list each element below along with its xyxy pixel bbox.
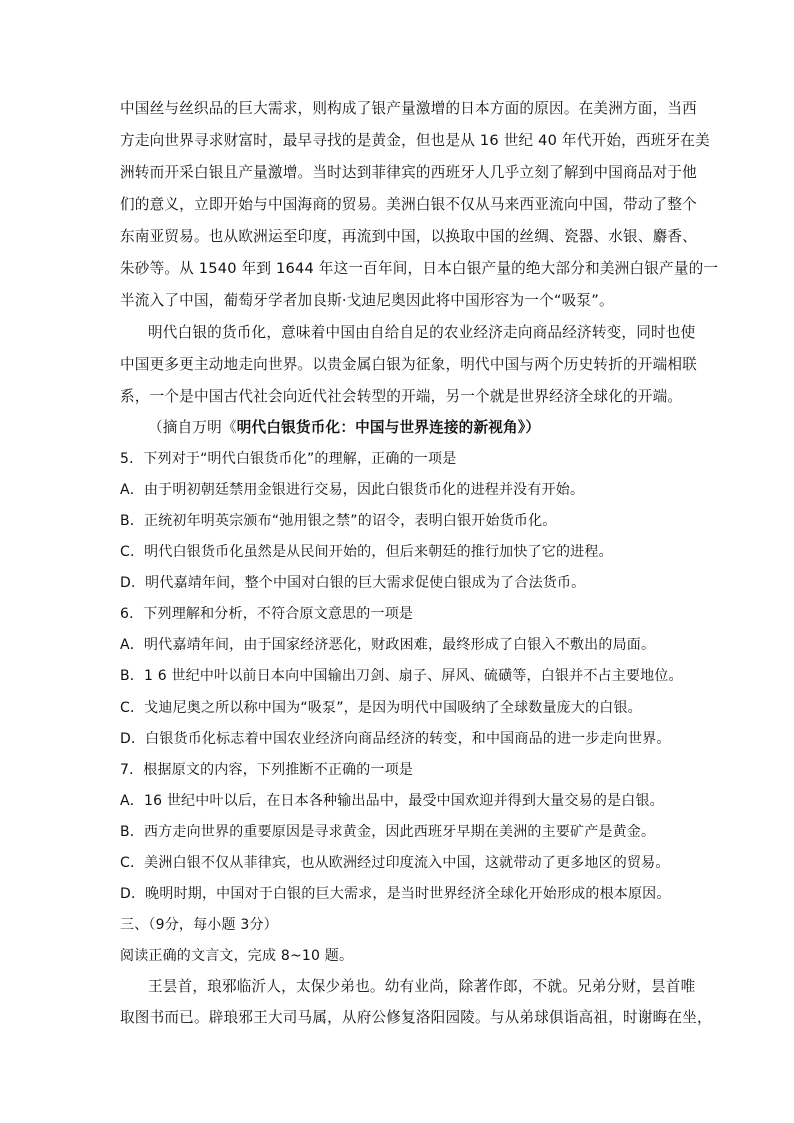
question-option: D．晚明时期，中国对于白银的巨大需求，是当时世界经济全球化开始形成的根本原因。 <box>120 886 671 902</box>
question-option: A．明代嘉靖年间，由于国家经济恶化，财政困难，最终形成了白银入不敷出的局面。 <box>120 637 656 653</box>
question-option: A．16 世纪中叶以后，在日本各种输出品中，最受中国欢迎并得到大量交易的是白银。 <box>120 793 664 809</box>
passage-line: 中国丝与丝织品的巨大需求，则构成了银产量激增的日本方面的原因。在美洲方面，当西 <box>120 100 697 117</box>
passage-line: 洲转而开采白银且产量激增。当时达到菲律宾的西班牙人几乎立刻了解到中国商品对于他 <box>120 164 697 181</box>
passage-line: 方走向世界寻求财富时，最早寻找的是黄金，但也是从 16 世纪 40 年代开始，西班牙在美 <box>120 132 710 149</box>
question-option: D．明代嘉靖年间，整个中国对白银的巨大需求促使白银成为了合法货币。 <box>120 575 586 591</box>
question-option: D．白银货币化标志着中国农业经济向商品经济的转变，和中国商品的进一步走向世界。 <box>120 731 671 747</box>
question-option: C．明代白银货币化虽然是从民间开始的，但后来朝廷的推行加快了它的进程。 <box>120 544 613 560</box>
passage-line: 系，一个是中国古代社会向近代社会转型的开端，另一个就是世界经济全球化的开端。 <box>120 388 683 405</box>
passage-line: 东南亚贸易。也从欧洲运至印度，再流到中国，以换取中国的丝绸、瓷器、水银、麝香、 <box>120 228 697 245</box>
passage-line: 中国更多更主动地走向世界。以贵金属白银为征象，明代中国与两个历史转折的开端相联 <box>120 356 697 373</box>
classical-text-line: 取图书而已。辟琅邪王大司马属，从府公修复洛阳园陵。与从弟球俱诣高祖，时谢晦在坐， <box>120 1009 712 1026</box>
question-stem: 7．根据原文的内容，下列推断不正确的一项是 <box>120 762 414 778</box>
question-option: B．西方走向世界的重要原因是寻求黄金，因此西班牙早期在美洲的主要矿产是黄金。 <box>120 824 656 840</box>
question-option: C．美洲白银不仅从菲律宾，也从欧洲经过印度流入中国，这就带动了更多地区的贸易。 <box>120 855 670 871</box>
source-title: 明代白银货币化：中国与世界连接的新视角》） <box>236 419 541 436</box>
passage-line: 半流入了中国，葡萄牙学者加良斯·戈迪尼奥因此将中国形容为一个“吸泵”。 <box>120 292 614 309</box>
source-citation <box>148 418 708 438</box>
passage-line: 朱砂等。从 1540 年到 1644 年这一百年间，日本白银产量的绝大部分和美洲白银产量的一 <box>120 260 719 277</box>
question-option: B．正统初年明英宗颁布“弛用银之禁”的诏令，表明白银开始货币化。 <box>120 513 557 529</box>
section-instruction: 阅读正确的文言文，完成 8~10 题。 <box>120 948 354 964</box>
source-prefix: （摘自万明《 <box>148 419 237 436</box>
question-option: A．由于明初朝廷禁用金银进行交易，因此白银货币化的进程并没有开始。 <box>120 482 585 498</box>
question-stem: 5．下列对于“明代白银货币化”的理解，正确的一项是 <box>120 451 457 467</box>
passage-line: 们的意义，立即开始与中国海商的贸易。美洲白银不仅从马来西亚流向中国，带动了整个 <box>120 196 697 213</box>
question-stem: 6．下列理解和分析，不符合原文意思的一项是 <box>120 606 414 622</box>
question-option: B．1 6 世纪中叶以前日本向中国输出刀剑、扇子、屏风、硫磺等，白银并不占主要地位。 <box>120 668 683 684</box>
passage-line: 明代白银的货币化，意味着中国由自给自足的农业经济走向商品经济转变，同时也使 <box>148 324 696 341</box>
classical-text-line: 王昙首，琅邪临沂人，太保少弟也。幼有业尚，除著作郎，不就。兄弟分财，昙首唯 <box>148 978 696 995</box>
section-heading: 三、（9分，每小题 3分） <box>120 917 278 933</box>
question-option: C．戈迪尼奥之所以称中国为“吸泵”，是因为明代中国吸纳了全球数量庞大的白银。 <box>120 700 642 716</box>
